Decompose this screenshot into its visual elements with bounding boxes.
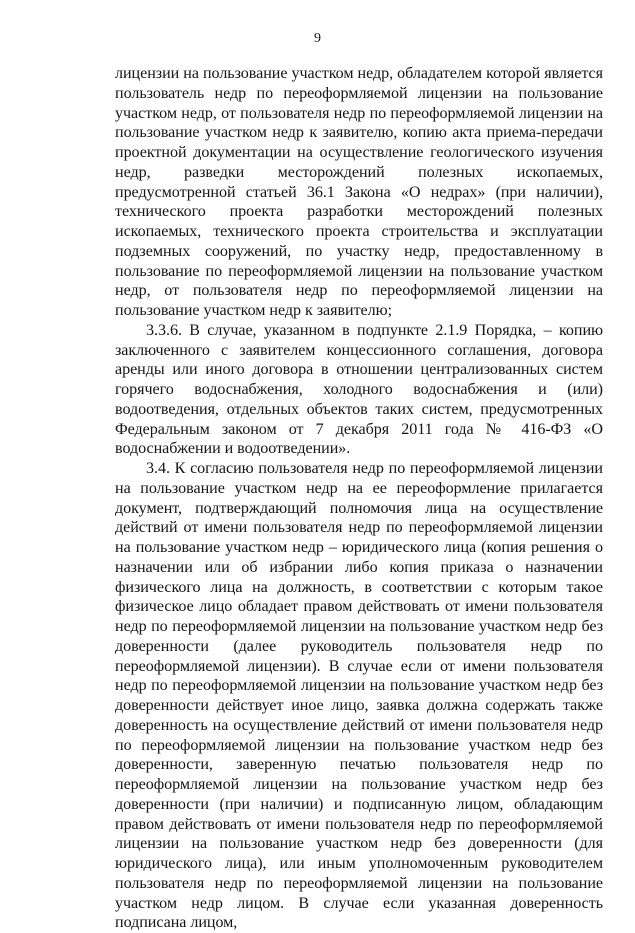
paragraph-continuation: лицензии на пользование участком недр, обладателем которой является пользователь недр по переоформляемой лицензии на пользование участком недр, от пользователя недр по переоформляемой лицензии на пользование участком недр к заявителю, копию акта приема-передачи проектной документации на осуществление геологического изучения недр, разведки месторождений полезных ископаемых, предусмотренной статьей 36.1 Закона «О недрах» (при наличии), технического проекта разработки месторождений полезных ископаемых, технического проекта строительства и эксплуатации подземных сооружений, по участку недр, предоставленному в пользование по переоформляемой лицензии на пользование участком недр, от пользователя недр по переоформляемой лицензии на пользование участком недр к заявителю; bbox=[115, 65, 603, 319]
document-body bbox=[115, 64, 603, 933]
paragraph-3-4: 3.4. К согласию пользователя недр по переоформляемой лицензии на пользование участком недр на ее переоформление прилагается документ, подтверждающий полномочия лица на осуществление действий от имени пользователя недр по переоформляемой лицензии на пользование участком недр – юридического лица (копия решения о назначении или об избрании либо копия приказа о назначении физического лица на должность, в соответствии с которым такое физическое лицо обладает правом действовать от имени пользователя недр по переоформляемой лицензии на пользование участком недр без доверенности (далее руководитель пользователя недр по переоформляемой лицензии). В случае если от имени пользователя недр по переоформляемой лицензии на пользование участком недр без доверенности действует иное лицо, заявка должна содержать также доверенность на осуществление действий от имени пользователя недр по переоформляемой лицензии на пользование участком недр без доверенности, заверенную печатью пользователя недр по переоформляемой лицензии на пользование участком недр без доверенности (при наличии) и подписанную лицом, обладающим правом действовать от имени пользователя недр по переоформляемой лицензии на пользование участком недр без доверенности (для юридического лица), или иным уполномоченным руководителем пользователя недр по переоформляемой лицензии на пользование участком недр лицом. В случае если указанная доверенность подписана лицом, bbox=[115, 460, 603, 932]
page-number: 9 bbox=[314, 31, 321, 46]
paragraph-3-3-6: 3.3.6. В случае, указанном в подпункте 2.1.9 Порядка, – копию заключенного с заявителем концессионного соглашения, договора аренды или иного договора в отношении централизованных систем горячего водоснабжения, холодного водоснабжения и (или) водоотведения, отдельных объектов таких систем, предусмотренных Федеральным законом от 7 декабря 2011 года № 416-ФЗ «О водоснабжении и водоотведении». bbox=[115, 321, 603, 458]
